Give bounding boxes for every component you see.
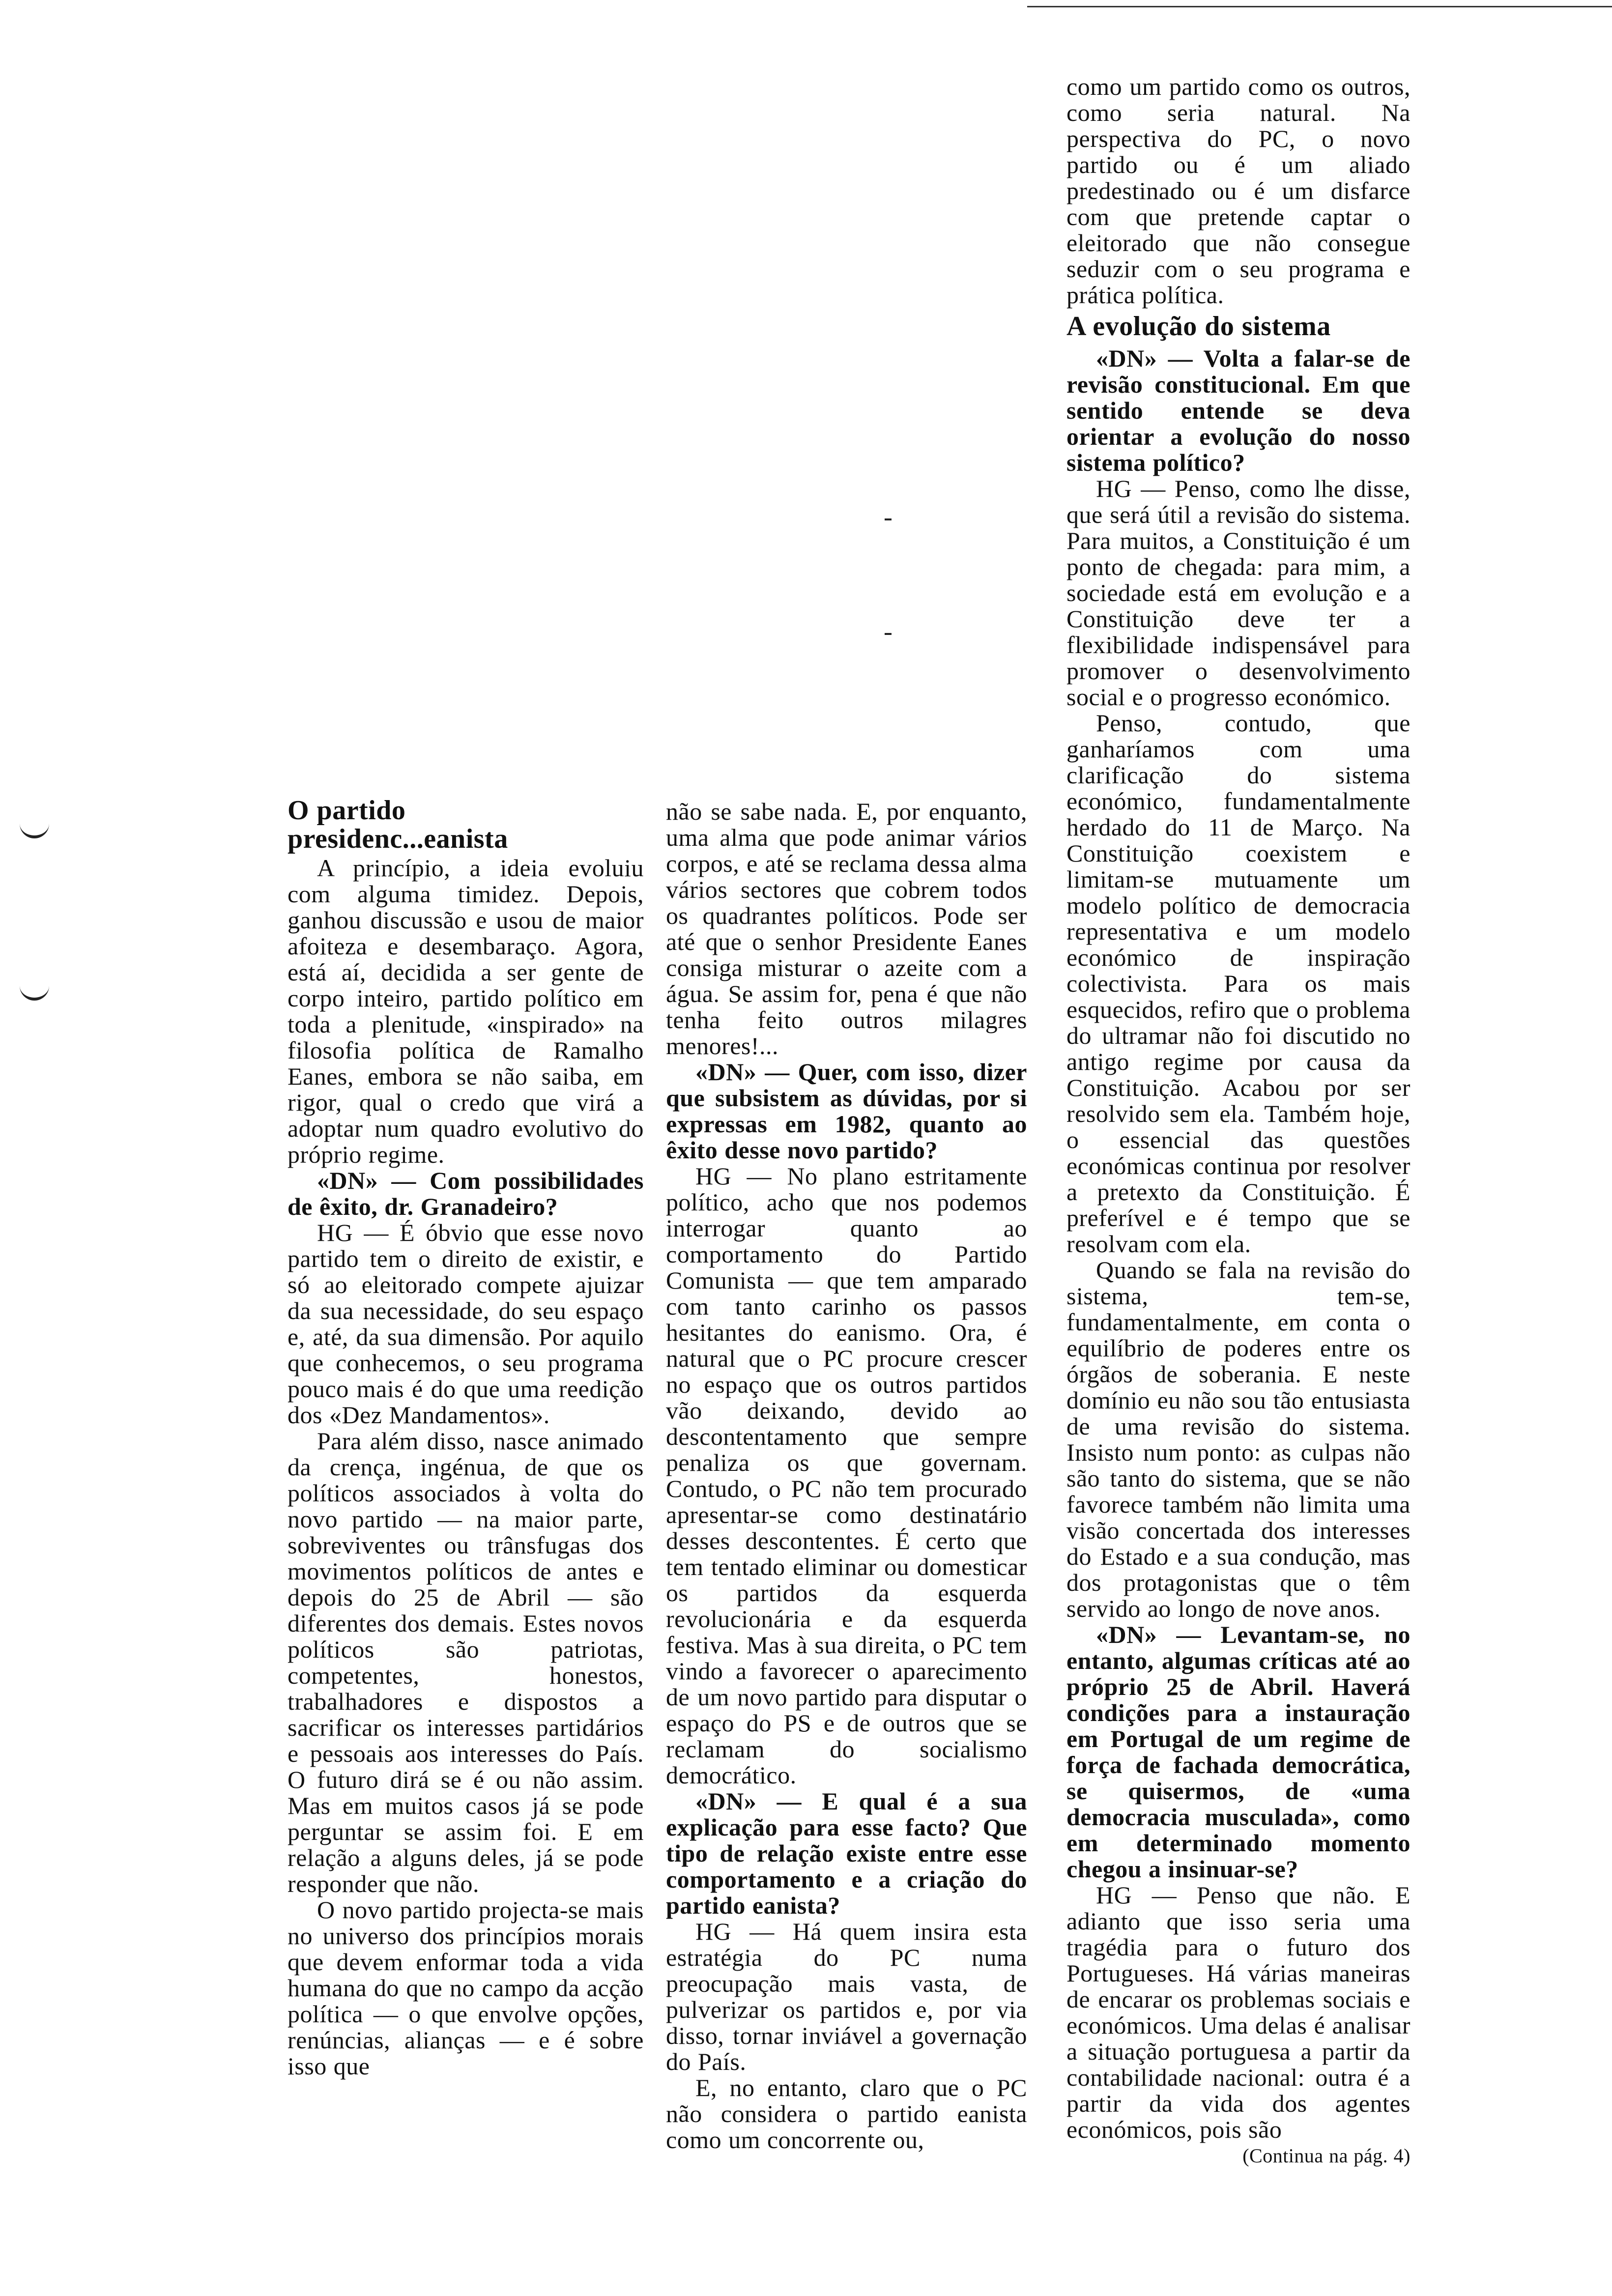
heading-line: presidenc...eanista (288, 824, 508, 854)
punch-hole-shadow (20, 978, 49, 1001)
paragraph: O novo partido projecta-se mais no universo dos princípios morais que devem enformar toda a vida humana do que no campo da acção política — o que envolve opções, renúncias, alianças — e é sobre isso que (288, 1896, 644, 2080)
continued-note: (Continua na pág. 4) (1242, 2145, 1410, 2167)
section-heading: A evolução do sistema (1066, 311, 1331, 342)
paragraph: A princípio, a ideia evoluiu com alguma timidez. Depois, ganhou discussão e usou de maior afoiteza e desembaraço. Agora, está aí, decidida a ser gente de corpo inteiro, partido político em toda a plenitude, «inspirado» na filosofia política de Ramalho Eanes, embora se não saiba, em rigor, qual o credo que virá a adoptar num quadro evolutivo do próprio regime. (288, 854, 644, 1168)
interview-question: «DN» — Quer, com isso, dizer que subsistem as dúvidas, por si expressas em 1982, quanto ao êxito desse novo partido? (666, 1058, 1027, 1164)
paragraph: HG — No plano estritamente político, acho que nos podemos interrogar quanto ao comportamento do Partido Comunista — que tem amparado com tanto carinho os passos hesitantes do eanismo. Ora, é natural que o PC procure crescer no espaço que os outros partidos vão deixando, devido ao descontentamento que sempre penaliza os que governam. Contudo, o PC não tem procurado apresentar-se como destinatário desses descontentes. É certo que tem tentado eliminar ou domesticar os partidos da esquerda revolucionária e da esquerda festiva. Mas à sua direita, o PC tem vindo a favorecer o aparecimento de um novo partido para disputar o espaço do PS e de outros que se reclamam do socialismo democrático. (666, 1162, 1027, 1789)
scan-speck (885, 518, 892, 520)
paragraph: Quando se fala na revisão do sistema, tem-se, fundamentalmente, em conta o equilíbrio de poderes entre os órgãos de soberania. E neste domínio eu não sou tão entusiasta de uma revisão do sistema. Insisto num ponto: as culpas não são tanto do sistema, que se não favorece também não limita uma visão concertada dos interesses do Estado e a sua condução, mas dos protagonistas que o têm servido ao longo de nove anos. (1066, 1256, 1410, 1622)
article-column-2 (666, 799, 1027, 2153)
interview-question: «DN» — Levantam-se, no entanto, algumas críticas até ao próprio 25 de Abril. Haverá condições para a instauração em Portugal de um regime de força de fachada democrática, se quisermos, de «uma democracia musculada», como em determinado momento chegou a insinuar-se? (1066, 1621, 1410, 1883)
paragraph: HG — Penso que não. E adianto que isso seria uma tragédia para o futuro dos Portugueses. Há várias maneiras de encarar os problemas sociais e económicos. Uma delas é analisar a situação portuguesa a partir da contabilidade nacional: outra é a partir da vida dos agentes económicos, pois são (1066, 1881, 1410, 2143)
article-column-1 (288, 796, 644, 2079)
paragraph: E, no entanto, claro que o PC não considera o partido eanista como um concorrente ou, (666, 2074, 1027, 2153)
top-rule (1027, 6, 1612, 7)
interview-question: «DN» — E qual é a sua explicação para esse facto? Que tipo de relação existe entre esse comportamento e a criação do partido eanista? (666, 1787, 1027, 1919)
paragraph: HG — Há quem insira esta estratégia do PC numa preocupação mais vasta, de pulverizar os partidos e, por via disso, tornar inviável a governação do País. (666, 1918, 1027, 2075)
interview-question: «DN» — Com possibilidades de êxito, dr. Granadeiro? (288, 1167, 644, 1220)
paragraph: Penso, contudo, que ganharíamos com uma clarificação do sistema económico, fundamentalmente herdado do 11 de Março. Na Constituição coexistem e limitam-se mutuamente um modelo político de democracia representativa e um modelo económico de inspiração colectivista. Para os mais esquecidos, refiro que o problema do ultramar não foi discutido no antigo regime por causa da Constituição. Acabou por ser resolvido sem ela. Também hoje, o essencial das questões económicas continua por resolver a pretexto da Constituição. É preferível e é tempo que se resolvam com ela. (1066, 709, 1410, 1258)
scan-speck (885, 633, 892, 635)
interview-question: «DN» — Volta a falar-se de revisão constitucional. Em que sentido entende se deva orientar a evolução do nosso sistema político? (1066, 344, 1410, 476)
punch-hole-shadow (20, 816, 49, 838)
paragraph: como um partido como os outros, como seria natural. Na perspectiva do PC, o novo partido ou é um aliado predestinado ou é um disfarce com que pretende captar o eleitorado que não consegue seduzir com o seu programa e prática política. (1066, 73, 1410, 309)
paragraph: HG — É óbvio que esse novo partido tem o direito de existir, e só ao eleitorado compete ajuizar da sua necessidade, do seu espaço e, até, da sua dimensão. Por aquilo que conhecemos, o seu programa pouco mais é do que uma reedição dos «Dez Mandamentos». (288, 1219, 644, 1429)
paragraph: não se sabe nada. E, por enquanto, uma alma que pode animar vários corpos, e até se reclama dessa alma vários sectores que cobrem todos os quadrantes políticos. Pode ser até que o senhor Presidente Eanes consiga misturar o azeite com a água. Se assim for, pena é que não tenha feito outros milagres menores!... (666, 798, 1027, 1060)
paragraph: Para além disso, nasce animado da crença, ingénua, de que os políticos associados à volta do novo partido — na maior parte, sobreviventes ou trânsfugas dos movimentos políticos de antes e depois do 25 de Abril — são diferentes dos demais. Estes novos políticos são patriotas, competentes, honestos, trabalhadores e dispostos a sacrificar os interesses partidários e pessoais aos interesses do País. O futuro dirá se é ou não assim. Mas em muitos casos já se pode perguntar se assim foi. E em relação a alguns deles, já se pode responder que não. (288, 1427, 644, 1897)
paragraph: HG — Penso, como lhe disse, que será útil a revisão do sistema. Para muitos, a Constituição é um ponto de chegada: para mim, a sociedade está em evolução e a Constituição deve ter a flexibilidade indispensável para promover o desenvolvimento social e o progresso económico. (1066, 475, 1410, 711)
section-heading (288, 796, 644, 853)
article-column-3 (1066, 74, 1410, 2169)
heading-line: O partido (288, 795, 406, 826)
